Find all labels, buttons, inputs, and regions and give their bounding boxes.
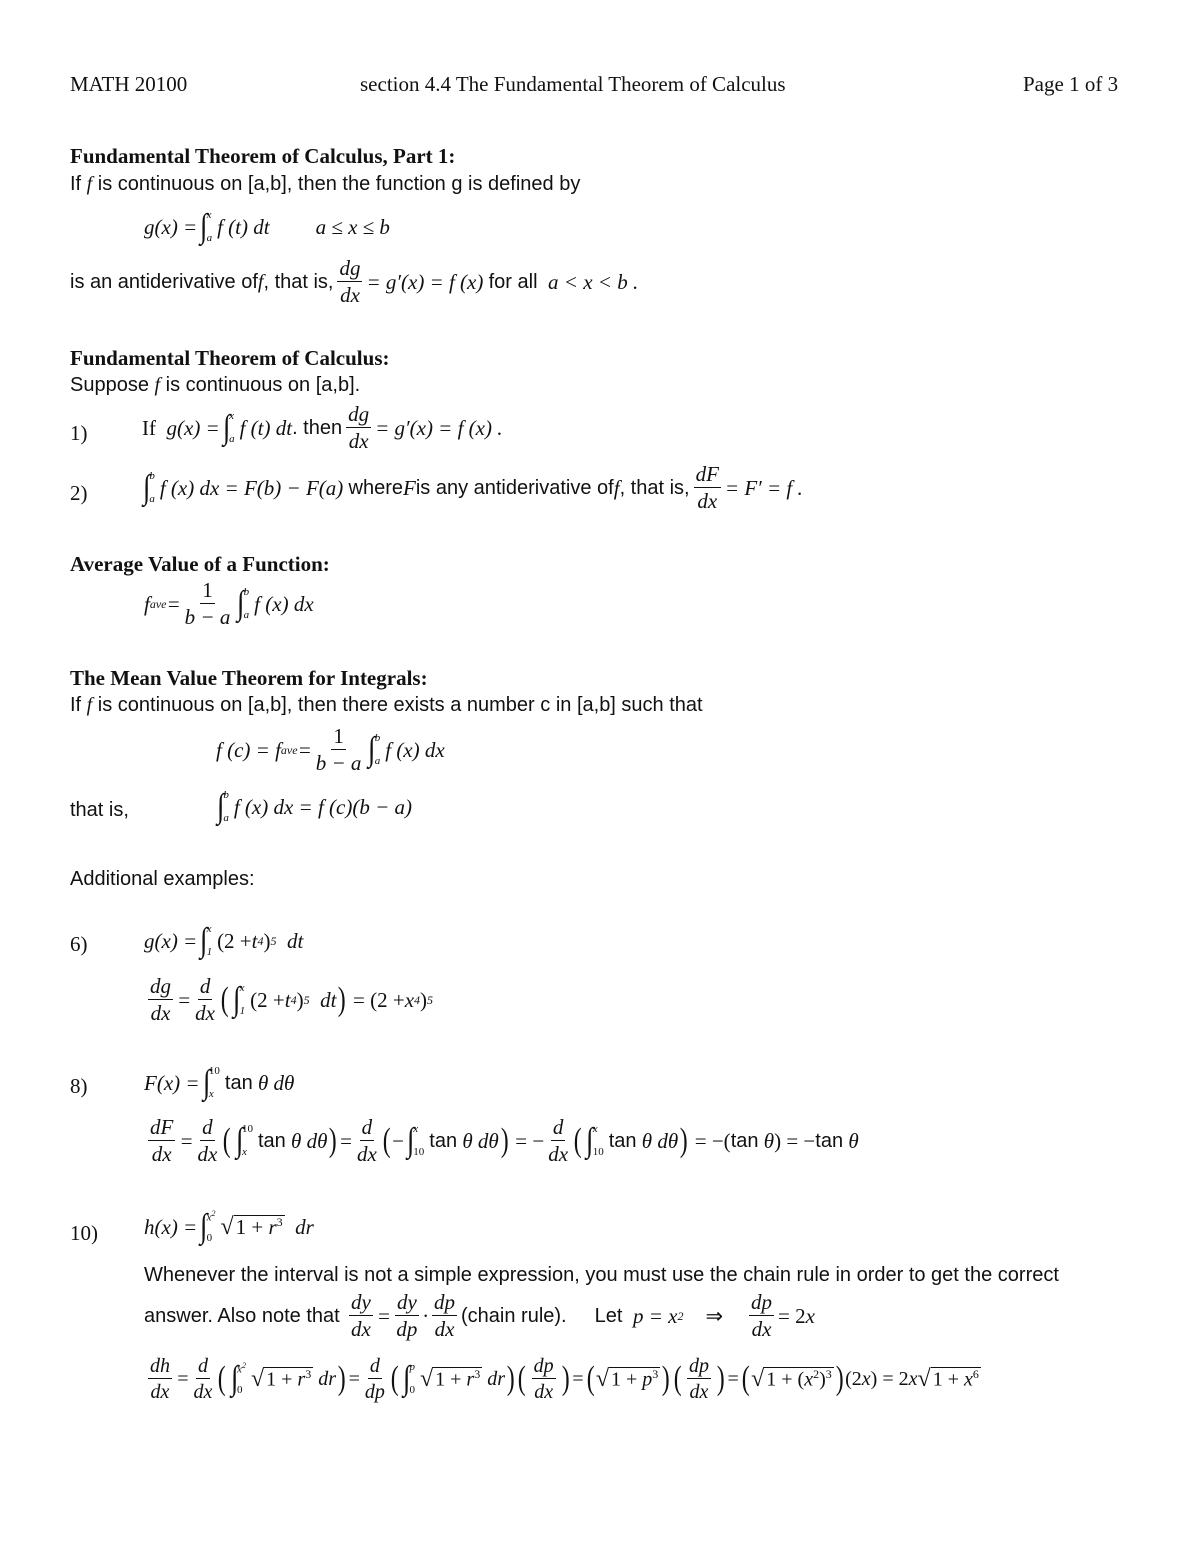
course-code: MATH 20100 — [70, 72, 188, 96]
ftc1-definition-formula: g(x) = ∫ x a f (t) dt a ≤ x ≤ b — [144, 208, 390, 245]
ex10-note-line2: answer. Also note that $\frac{dy}{dx}$ = $\frac{dy}{dp}$ · $\frac{dp}{dx}$ (chain rule). Let p = x 2 ⇒ $\frac{dp}{dx}$ = 2 x — [144, 1290, 815, 1341]
ex10-formula: h(x) = ∫ $x^2$ 0 √ $1 + r^3$ dr — [144, 1208, 314, 1245]
ftc-item2-formula: ∫ b a f (x) dx = F(b) − F(a) where F is any antiderivative of f , that is, $\frac{dF}{dx}$ = F′ = f . — [142, 462, 803, 513]
ftc-heading: Fundamental Theorem of Calculus: — [70, 346, 390, 370]
avg-formula: f ave = $\frac{1}{b - a}$ ∫ b a f (x) dx — [144, 578, 314, 629]
mvt-formula-2: ∫ b a f (x) dx = f (c)(b − a) — [216, 788, 413, 825]
page-number: Page 1 of 3 — [1023, 72, 1119, 96]
ftc1-heading: Fundamental Theorem of Calculus, Part 1: — [70, 144, 456, 168]
ftc1-intro: If f is continuous on [a,b], then the function g is defined by — [70, 173, 581, 195]
ex6-number: 6) — [70, 932, 88, 956]
ex8-derivative: $\frac{dF}{dx}$ = $\frac{d}{dx}$ ( ∫ 10 x tan θ dθ ) = $\frac{d}{dx}$ ( − ∫ x 10 tan θ dθ ) = − $\frac{d}{dx}$ ( ∫ x 10 tan θ dθ ) = −( tan θ ) = − tan θ — [150, 1115, 859, 1166]
ftc-item1-formula: If g(x) = ∫ x a f (t) dt . then $\frac{dg}{dx}$ = g′(x) = f (x) . — [142, 402, 503, 453]
mvt-that-is: that is, — [70, 799, 129, 821]
ex10-derivative: $\frac{dh}{dx}$ = $\frac{d}{dx}$ ( ∫ $x^2$ 0 √ $1 + r^3$ dr ) = $\frac{d}{dp}$ ( ∫ p 0 √ $1 + r^3$ dr ) ( $\frac{dp}{dx}$ ) = ( √ $1 + p^3$ ) ( $\frac{dp}{dx}$ ) = ( √ $1 + (x^2)^3$ ) (2 x ) = 2 x √ $1 + x^6$ — [150, 1355, 979, 1403]
ftc1-antiderivative-line: is an antiderivative of f , that is, $\frac{dg}{dx}$ = g′(x) = f (x) for all a < x < b . — [70, 256, 639, 307]
ftc-suppose: Suppose f is continuous on [a,b]. — [70, 374, 361, 396]
section-title: section 4.4 The Fundamental Theorem of Calculus — [360, 72, 786, 96]
ftc-item1-number: 1) — [70, 421, 88, 445]
ex10-note-line1: Whenever the interval is not a simple expression, you must use the chain rule in order to get the correct — [144, 1264, 1059, 1286]
ftc-item2-number: 2) — [70, 481, 88, 505]
examples-heading: Additional examples: — [70, 868, 255, 890]
ex6-derivative: $\frac{dg}{dx}$ = $\frac{d}{dx}$ ( ∫ x 1 (2 + t 4 ) 5 dt ) = (2 + x 4 ) 5 — [150, 974, 434, 1025]
mvt-formula: f (c) = f ave = $\frac{1}{b - a}$ ∫ b a f (x) dx — [216, 724, 445, 775]
ex6-formula: g(x) = ∫ x 1 (2 + t 4 ) 5 dt — [144, 922, 304, 959]
avg-heading: Average Value of a Function: — [70, 552, 330, 576]
mvt-heading: The Mean Value Theorem for Integrals: — [70, 666, 428, 690]
ex10-number: 10) — [70, 1221, 98, 1245]
ex8-formula: F(x) = ∫ 10 x tan θ dθ — [144, 1064, 295, 1101]
ex8-number: 8) — [70, 1074, 88, 1098]
mvt-intro: If f is continuous on [a,b], then there exists a number c in [a,b] such that — [70, 694, 703, 716]
